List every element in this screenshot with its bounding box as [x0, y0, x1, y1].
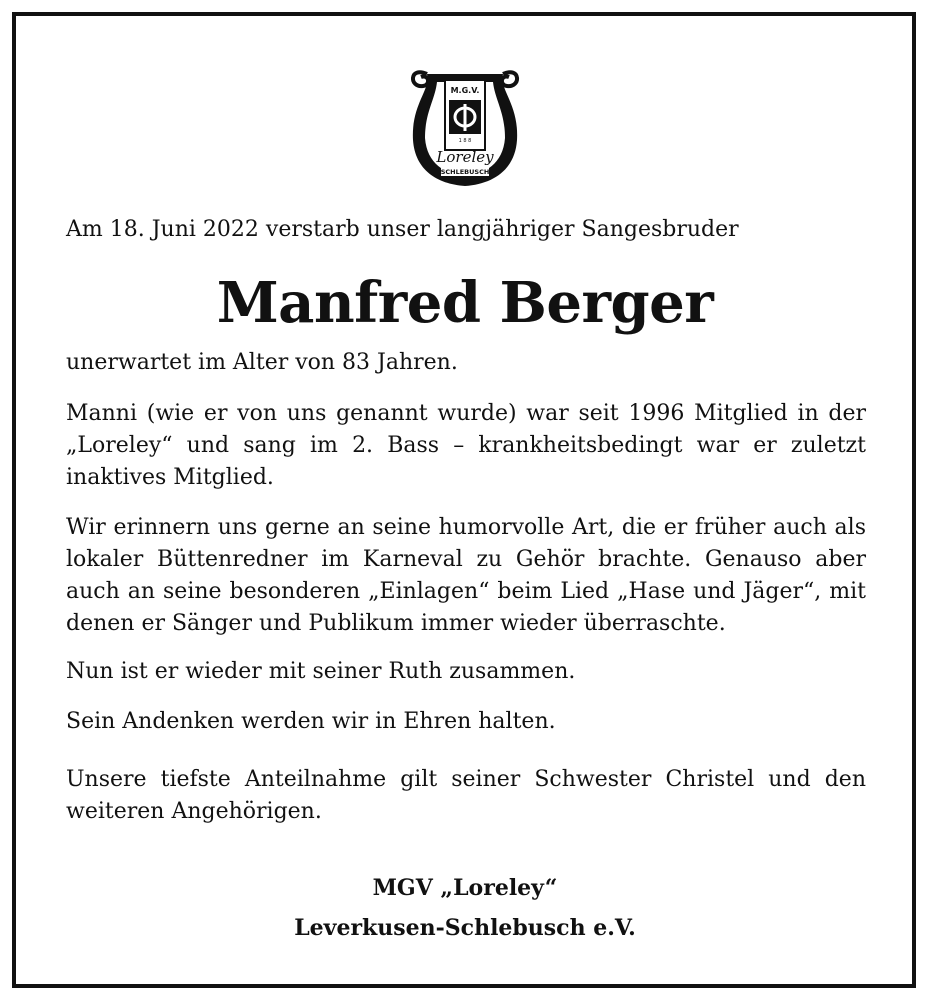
svg-text:1 8 8: 1 8 8 [458, 138, 472, 144]
signature-location: Leverkusen-Schlebusch e.V. [294, 915, 636, 941]
condolence-paragraph: Unsere tiefste Anteilnahme gilt seiner Schwester Christel und den weiteren Angehörigen. [66, 767, 866, 824]
membership-paragraph: Manni (wie er von uns genannt wurde) war seit 1996 Mitglied in der „Loreley“ und sang im 2. Bass – krankheitsbedingt war er zuletzt inaktives Mitglied. [66, 401, 866, 490]
intro-text: Am 18. Juni 2022 verstarb unser langjähriger Sangesbruder [66, 217, 739, 242]
lyre-emblem-icon [407, 60, 523, 190]
memories-paragraph: Wir erinnern uns gerne an seine humorvolle Art, die er früher auch als lokaler Büttenredner im Karneval zu Gehör brachte. Genauso aber auch an seine besonderen „Einlagen“ beim Lied „Hase und Jäger“, mit denen er Sänger und Publikum immer wieder überraschte. [66, 515, 866, 636]
logo-initials: M.G.V. [450, 86, 480, 95]
ruth-paragraph: Nun ist er wieder mit seiner Ruth zusammen. [66, 659, 576, 684]
signature-club: MGV „Loreley“ [372, 875, 558, 901]
remembrance-paragraph: Sein Andenken werden wir in Ehren halten. [66, 709, 556, 734]
logo-club-name: Loreley [436, 148, 494, 166]
logo-club-place: SCHLEBUSCH [440, 168, 490, 176]
deceased-name: Manfred Berger [216, 270, 714, 336]
choir-lyre-logo [407, 60, 523, 190]
age-paragraph: unerwartet im Alter von 83 Jahren. [66, 350, 458, 375]
